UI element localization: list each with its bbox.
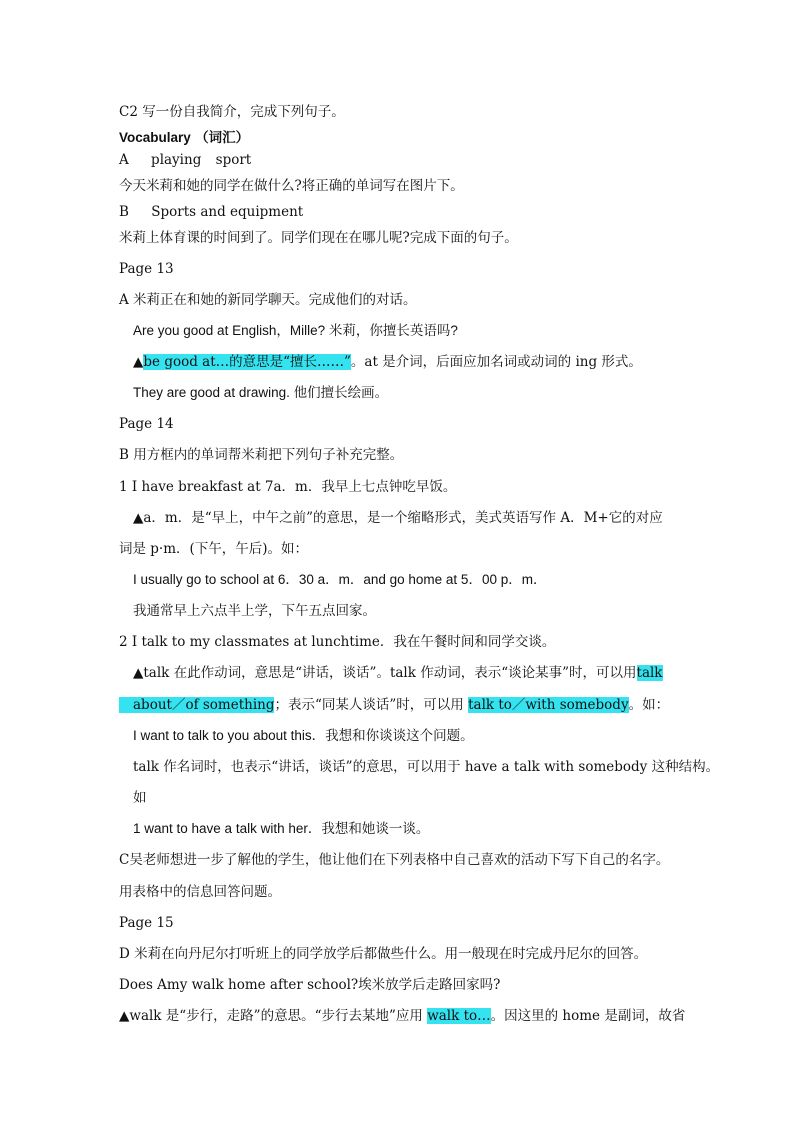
example-sentence-2: 2 I talk to my classmates at lunchtime．我在午餐时间和同学交谈。 xyxy=(119,634,556,650)
page-label-13: Page 13 xyxy=(119,261,174,277)
note-text: 。因这里的 home 是副词，故省 xyxy=(490,1008,686,1024)
example-sentence: I want to talk to you about this．我想和你谈谈这个问题。 xyxy=(133,728,474,743)
section-letter: A xyxy=(119,152,129,168)
page-label-14: Page 14 xyxy=(119,416,174,432)
note-text: ▲walk 是“步行，走路”的意思。“步行去某地”应用 xyxy=(119,1008,428,1024)
vocabulary-heading xyxy=(119,128,684,148)
note-text: ；表示“同某人谈话”时，可以用 xyxy=(274,697,469,713)
note-text: 。如： xyxy=(628,697,670,713)
grammar-note-am: ▲a．m．是“早上，中午之前”的意思，是一个缩略形式，美式英语写作 A．M+它的对应 xyxy=(133,510,663,526)
exercise-d-instruction: D 米莉在向丹尼尔打听班上的同学放学后都做些什么。用一般现在时完成丹尼尔的回答。 xyxy=(119,946,648,962)
example-sentence-1: 1 I have breakfast at 7a．m．我早上七点钟吃早饭。 xyxy=(119,479,457,495)
section-a-title xyxy=(119,150,684,170)
section-b-title xyxy=(119,202,684,222)
grammar-note-am-cont: 词是 p·m．(下午，午后)。如： xyxy=(119,541,309,557)
exercise-c-instruction: C吴老师想进一步了解他的学生，他让他们在下列表格中自己喜欢的活动下写下自己的名字。 xyxy=(119,852,670,868)
section-letter: B xyxy=(119,204,129,220)
section-a-instruction: 今天米莉和她的同学在做什么?将正确的单词写在图片下。 xyxy=(119,178,464,194)
vocabulary-heading-en: Vocabulary xyxy=(119,130,191,145)
example-translation: 我通常早上六点半上学，下午五点回家。 xyxy=(133,603,376,619)
highlighted-phrase: talk xyxy=(636,665,663,681)
example-sentence: They are good at drawing. 他们擅长绘画。 xyxy=(133,385,389,400)
exercise-c-instruction-cont: 用表格中的信息回答问题。 xyxy=(119,884,281,900)
exercise-b-instruction: B 用方框内的单词帮米莉把下列句子补充完整。 xyxy=(119,447,404,463)
highlighted-phrase: walk to… xyxy=(427,1008,491,1024)
page-label-15: Page 15 xyxy=(119,915,174,931)
example-sentence: I usually go to school at 6．30 a．m．and go home at 5．00 p．m． xyxy=(133,572,547,587)
triangle-bullet: ▲ xyxy=(133,354,144,370)
example-sentence: 1 want to have a talk with her．我想和她谈一谈。 xyxy=(133,821,430,836)
grammar-note-talk xyxy=(133,663,684,683)
exercise-a-instruction: A 米莉正在和她的新同学聊天。完成他们的对话。 xyxy=(119,292,417,308)
example-label: 如 xyxy=(133,790,147,806)
highlighted-phrase: talk to／with somebody xyxy=(468,697,629,713)
highlighted-phrase: be good at…的意思是“擅长……” xyxy=(143,354,351,370)
section-word-2: sport xyxy=(215,152,252,168)
grammar-note xyxy=(133,352,684,372)
section-b-instruction: 米莉上体育课的时间到了。同学们现在在哪儿呢?完成下面的句子。 xyxy=(119,230,518,246)
grammar-note-talk-cont xyxy=(119,695,684,715)
highlighted-phrase: about／of something xyxy=(119,697,274,713)
grammar-note-walk xyxy=(119,1006,684,1026)
section-title-text: Sports and equipment xyxy=(151,204,304,220)
vocabulary-heading-zh: （词汇） xyxy=(195,130,250,146)
note-text: 。at 是介词，后面应加名词或动词的 ing 形式。 xyxy=(350,354,642,370)
instruction-c2: C2 写一份自我简介，完成下列句子。 xyxy=(119,104,345,120)
grammar-note-talk-noun: talk 作名词时，也表示“讲话，谈话”的意思，可以用于 have a talk with somebody 这种结构。 xyxy=(133,759,720,775)
section-word-1: playing xyxy=(151,152,202,168)
example-sentence: Are you good at English，Mille? 米莉，你擅长英语吗? xyxy=(133,323,458,338)
note-text: ▲talk 在此作动词，意思是“讲话，谈话”。talk 作动词，表示“谈论某事”时，可以用 xyxy=(133,665,637,681)
example-sentence: Does Amy walk home after school?埃米放学后走路回家吗? xyxy=(119,977,501,993)
